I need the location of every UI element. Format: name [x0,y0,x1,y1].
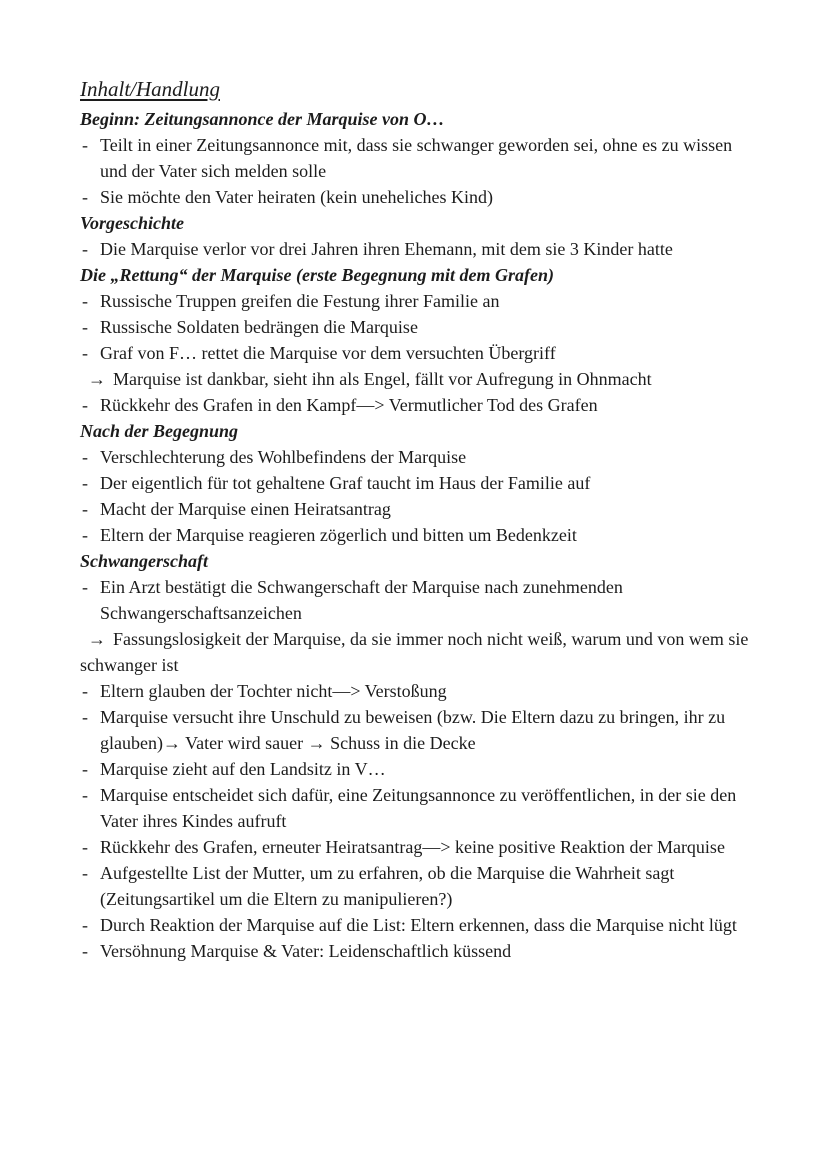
list-item-text: Aufgestellte List der Mutter, um zu erfahren, ob die Marquise die Wahrheit sagt (Zeitungsartikel um die Eltern zu manipulieren?) [100,863,675,909]
list-item [80,314,752,340]
bullet-dash-icon: - [82,525,88,545]
arrow-icon: → [88,369,106,389]
bullet-dash-icon: - [82,785,88,805]
list-item-text: Teilt in einer Zeitungsannonce mit, dass sie schwanger geworden sei, ohne es zu wissen und der Vater sich melden solle [100,135,733,181]
list-item-text: Russische Truppen greifen die Festung ihrer Familie an [100,291,500,311]
list-item [80,782,752,834]
list-item [80,860,752,912]
list-item-text: Rückkehr des Grafen, erneuter Heiratsantrag—> keine positive Reaktion der Marquise [100,837,725,857]
bullet-dash-icon: - [82,395,88,415]
list-item-text: Rückkehr des Grafen in den Kampf—> Vermutlicher Tod des Grafen [100,395,598,415]
bullet-dash-icon: - [82,447,88,467]
list-item-text: Die Marquise verlor vor drei Jahren ihren Ehemann, mit dem sie 3 Kinder hatte [100,239,673,259]
list-item [80,834,752,860]
bullet-dash-icon: - [82,239,88,259]
list-item-text: Russische Soldaten bedrängen die Marquise [100,317,418,337]
bullet-dash-icon: - [82,759,88,779]
arrow-note [80,626,752,678]
list-item [80,756,752,782]
list-item [80,444,752,470]
list-item-text: Graf von F… rettet die Marquise vor dem versuchten Übergriff [100,343,556,363]
section-heading-rettung: Die „Rettung“ der Marquise (erste Begegnung mit dem Grafen) [80,265,555,285]
bullet-dash-icon: - [82,135,88,155]
bullet-dash-icon: - [82,577,88,597]
list-item [80,912,752,938]
list-item-text: Sie möchte den Vater heiraten (kein uneheliches Kind) [100,187,494,207]
bullet-dash-icon: - [82,707,88,727]
bullet-dash-icon: - [82,187,88,207]
list-item [80,704,752,756]
section-heading-beginn: Beginn: Zeitungsannonce der Marquise von O… [80,109,445,129]
list-item [80,574,752,626]
arrow-note-text: Fassungslosigkeit der Marquise, da sie immer noch nicht weiß, warum und von wem sie schwanger ist [80,629,749,675]
list-item [80,470,752,496]
list-item [80,392,752,418]
list-item-text: Macht der Marquise einen Heiratsantrag [100,499,391,519]
list-item-text: Marquise entscheidet sich dafür, eine Zeitungsannonce zu veröffentlichen, in der sie den Vater ihres Kindes aufruft [100,785,737,831]
section-heading-schwangerschaft: Schwangerschaft [80,551,209,571]
list-item [80,184,752,210]
list-item-text: Eltern der Marquise reagieren zögerlich und bitten um Bedenkzeit [100,525,577,545]
document-page [80,74,752,964]
bullet-dash-icon: - [82,681,88,701]
section-heading-nach-der-begegnung: Nach der Begegnung [80,421,239,441]
bullet-dash-icon: - [82,837,88,857]
arrow-note-text: Marquise ist dankbar, sieht ihn als Engel, fällt vor Aufregung in Ohnmacht [113,369,652,389]
list-item-text: Marquise zieht auf den Landsitz in V… [100,759,386,779]
list-item-text: Der eigentlich für tot gehaltene Graf taucht im Haus der Familie auf [100,473,591,493]
list-item [80,236,752,262]
list-item [80,678,752,704]
list-item-text: Versöhnung Marquise & Vater: Leidenschaftlich küssend [100,941,512,961]
list-item [80,496,752,522]
bullet-dash-icon: - [82,915,88,935]
bullet-dash-icon: - [82,499,88,519]
bullet-dash-icon: - [82,863,88,883]
bullet-dash-icon: - [82,291,88,311]
arrow-note [80,366,752,392]
list-item [80,938,752,964]
bullet-dash-icon: - [82,317,88,337]
bullet-dash-icon: - [82,473,88,493]
page-title: Inhalt/Handlung [80,77,220,101]
list-item-text: Eltern glauben der Tochter nicht—> Verstoßung [100,681,447,701]
list-item-text: Ein Arzt bestätigt die Schwangerschaft der Marquise nach zunehmenden Schwangerschaftsanzeichen [100,577,623,623]
list-item [80,132,752,184]
list-item [80,522,752,548]
list-item [80,288,752,314]
section-heading-vorgeschichte: Vorgeschichte [80,213,185,233]
bullet-dash-icon: - [82,343,88,363]
list-item [80,340,752,366]
list-item-text: Verschlechterung des Wohlbefindens der Marquise [100,447,467,467]
bullet-dash-icon: - [82,941,88,961]
list-item-text: Marquise versucht ihre Unschuld zu beweisen (bzw. Die Eltern dazu zu bringen, ihr zu glauben)→ Vater wird sauer → Schuss in die Decke [100,707,726,753]
arrow-icon: → [88,629,106,649]
list-item-text: Durch Reaktion der Marquise auf die List: Eltern erkennen, dass die Marquise nicht lügt [100,915,737,935]
